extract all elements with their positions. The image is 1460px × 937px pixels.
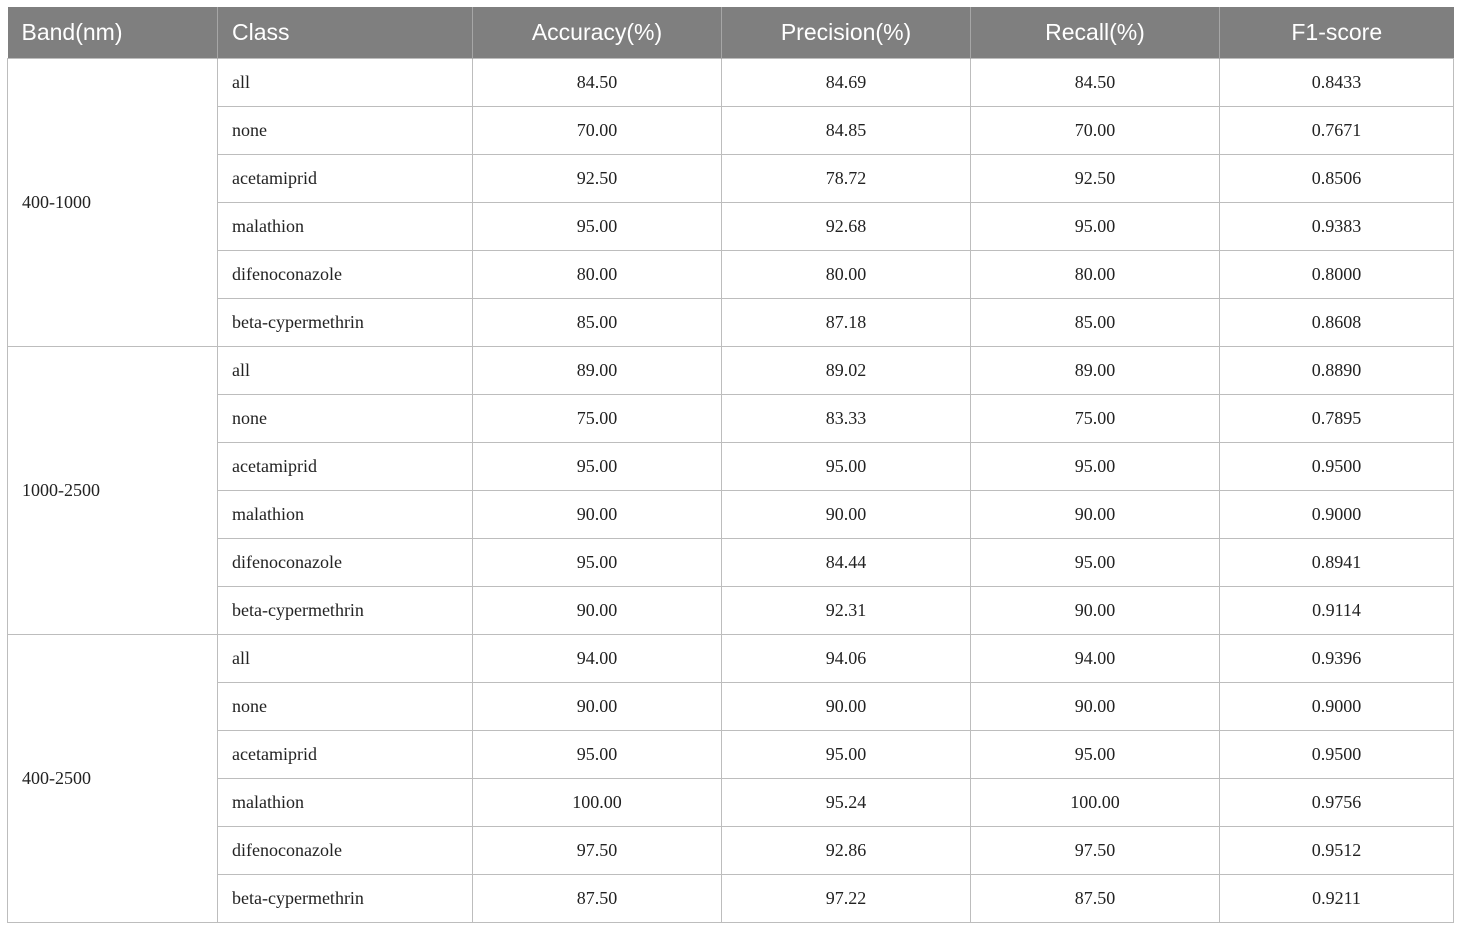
band-cell: 1000-2500 [8,347,218,635]
precision-cell: 84.44 [722,539,971,587]
f1-score-cell: 0.9211 [1220,875,1454,923]
accuracy-cell: 89.00 [473,347,722,395]
recall-cell: 97.50 [971,827,1220,875]
precision-cell: 84.85 [722,107,971,155]
class-cell: all [218,347,473,395]
table-row [8,299,1454,347]
header-f1-score: F1-score [1220,7,1454,59]
precision-cell: 92.86 [722,827,971,875]
f1-score-cell: 0.9512 [1220,827,1454,875]
recall-cell: 85.00 [971,299,1220,347]
table-row [8,203,1454,251]
header-band: Band(nm) [8,7,218,59]
class-cell: difenoconazole [218,827,473,875]
recall-cell: 95.00 [971,539,1220,587]
table-row [8,443,1454,491]
accuracy-cell: 97.50 [473,827,722,875]
precision-cell: 87.18 [722,299,971,347]
accuracy-cell: 87.50 [473,875,722,923]
class-cell: none [218,395,473,443]
precision-cell: 92.31 [722,587,971,635]
accuracy-cell: 100.00 [473,779,722,827]
accuracy-cell: 80.00 [473,251,722,299]
f1-score-cell: 0.8433 [1220,59,1454,107]
recall-cell: 90.00 [971,683,1220,731]
class-cell: acetamiprid [218,731,473,779]
table-row [8,875,1454,923]
recall-cell: 95.00 [971,443,1220,491]
precision-cell: 92.68 [722,203,971,251]
table-body [8,59,1454,923]
header-accuracy: Accuracy(%) [473,7,722,59]
band-cell: 400-2500 [8,635,218,923]
table-row [8,59,1454,107]
f1-score-cell: 0.9383 [1220,203,1454,251]
class-cell: difenoconazole [218,539,473,587]
table-row [8,347,1454,395]
precision-cell: 94.06 [722,635,971,683]
recall-cell: 94.00 [971,635,1220,683]
results-table [7,7,1454,923]
recall-cell: 100.00 [971,779,1220,827]
recall-cell: 90.00 [971,491,1220,539]
recall-cell: 84.50 [971,59,1220,107]
recall-cell: 75.00 [971,395,1220,443]
class-cell: malathion [218,491,473,539]
accuracy-cell: 85.00 [473,299,722,347]
accuracy-cell: 94.00 [473,635,722,683]
accuracy-cell: 84.50 [473,59,722,107]
table-row [8,587,1454,635]
f1-score-cell: 0.8000 [1220,251,1454,299]
recall-cell: 90.00 [971,587,1220,635]
table-row [8,155,1454,203]
table-row [8,539,1454,587]
f1-score-cell: 0.9756 [1220,779,1454,827]
precision-cell: 80.00 [722,251,971,299]
class-cell: beta-cypermethrin [218,875,473,923]
class-cell: beta-cypermethrin [218,299,473,347]
recall-cell: 92.50 [971,155,1220,203]
precision-cell: 95.24 [722,779,971,827]
class-cell: none [218,107,473,155]
class-cell: beta-cypermethrin [218,587,473,635]
recall-cell: 70.00 [971,107,1220,155]
recall-cell: 87.50 [971,875,1220,923]
f1-score-cell: 0.9500 [1220,443,1454,491]
f1-score-cell: 0.7895 [1220,395,1454,443]
table-row [8,731,1454,779]
class-cell: acetamiprid [218,443,473,491]
f1-score-cell: 0.9500 [1220,731,1454,779]
table-row [8,395,1454,443]
recall-cell: 95.00 [971,203,1220,251]
f1-score-cell: 0.9114 [1220,587,1454,635]
table-row [8,827,1454,875]
table-row [8,491,1454,539]
precision-cell: 95.00 [722,731,971,779]
accuracy-cell: 92.50 [473,155,722,203]
precision-cell: 89.02 [722,347,971,395]
class-cell: none [218,683,473,731]
recall-cell: 89.00 [971,347,1220,395]
accuracy-cell: 95.00 [473,539,722,587]
band-cell: 400-1000 [8,59,218,347]
precision-cell: 95.00 [722,443,971,491]
header-precision: Precision(%) [722,7,971,59]
precision-cell: 90.00 [722,491,971,539]
accuracy-cell: 95.00 [473,443,722,491]
header-class: Class [218,7,473,59]
class-cell: acetamiprid [218,155,473,203]
accuracy-cell: 90.00 [473,587,722,635]
recall-cell: 80.00 [971,251,1220,299]
header-row [8,7,1454,59]
table-header [8,7,1454,59]
table-row [8,635,1454,683]
table-row [8,683,1454,731]
class-cell: malathion [218,203,473,251]
accuracy-cell: 95.00 [473,203,722,251]
accuracy-cell: 70.00 [473,107,722,155]
accuracy-cell: 90.00 [473,683,722,731]
precision-cell: 84.69 [722,59,971,107]
class-cell: malathion [218,779,473,827]
f1-score-cell: 0.8941 [1220,539,1454,587]
accuracy-cell: 75.00 [473,395,722,443]
f1-score-cell: 0.9000 [1220,683,1454,731]
table-row [8,779,1454,827]
precision-cell: 78.72 [722,155,971,203]
header-recall: Recall(%) [971,7,1220,59]
precision-cell: 83.33 [722,395,971,443]
recall-cell: 95.00 [971,731,1220,779]
f1-score-cell: 0.8890 [1220,347,1454,395]
table-row [8,107,1454,155]
f1-score-cell: 0.7671 [1220,107,1454,155]
class-cell: difenoconazole [218,251,473,299]
f1-score-cell: 0.9000 [1220,491,1454,539]
precision-cell: 97.22 [722,875,971,923]
precision-cell: 90.00 [722,683,971,731]
accuracy-cell: 95.00 [473,731,722,779]
accuracy-cell: 90.00 [473,491,722,539]
f1-score-cell: 0.8506 [1220,155,1454,203]
f1-score-cell: 0.9396 [1220,635,1454,683]
class-cell: all [218,635,473,683]
class-cell: all [218,59,473,107]
table-row [8,251,1454,299]
f1-score-cell: 0.8608 [1220,299,1454,347]
